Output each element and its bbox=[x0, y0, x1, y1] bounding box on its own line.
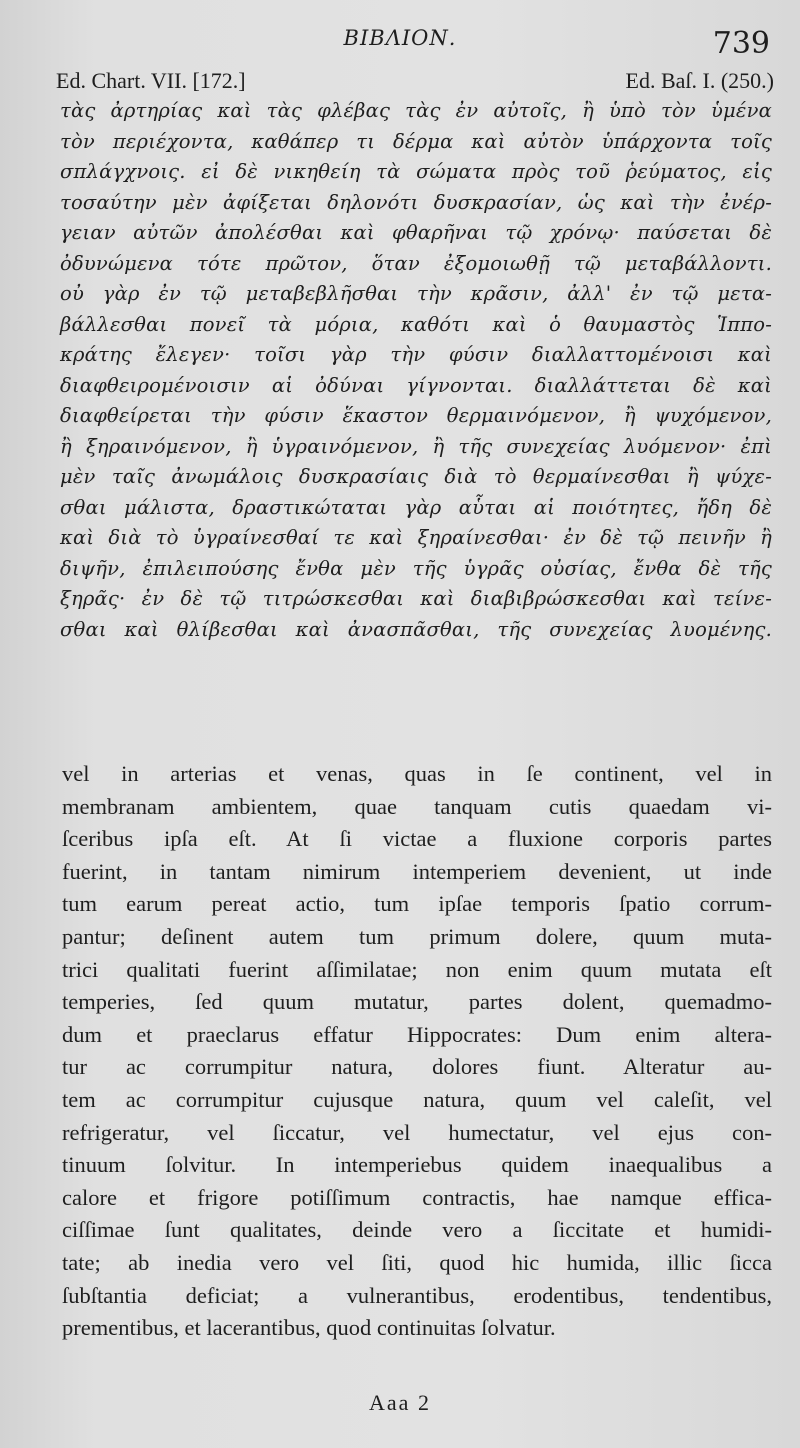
greek-line: γειαν αὐτῶν ἀπολέσθαι καὶ φθαρῆναι τῷ χρόνῳ· παύσεται δὲ bbox=[60, 221, 772, 244]
latin-line: fuerint, in tantam nimirum intemperiem devenient, ut inde bbox=[62, 858, 772, 884]
latin-line: dum et praeclarus effatur Hippocrates: Dum enim altera- bbox=[62, 1021, 772, 1047]
latin-line: membranam ambientem, quae tanquam cutis quaedam vi- bbox=[62, 793, 772, 819]
edition-reference-line bbox=[56, 68, 774, 96]
greek-line: σπλάγχνοις. εἰ δὲ νικηθείη τὰ σώματα πρὸς τοῦ ῥεύματος, εἰς bbox=[60, 160, 772, 183]
latin-line: ſceribus ipſa eſt. At ſi victae a fluxione corporis partes bbox=[62, 826, 772, 852]
running-head: BIBΛΙΟΝ. bbox=[343, 26, 457, 50]
greek-line: διαφθειρομένοισιν αἱ ὀδύναι γίγνονται. διαλλάττεται δὲ καὶ bbox=[60, 373, 772, 397]
edition-chartier-ref: Ed. Chart. VII. [172.] bbox=[56, 68, 246, 93]
latin-line: calore et frigore potiſſimum contractis, hae namque effica- bbox=[62, 1184, 772, 1210]
greek-line: τὰς ἀρτηρίας καὶ τὰς φλέβας τὰς ἐν αὐτοῖς, ἢ ὑπὸ τὸν ὑμένα bbox=[60, 99, 772, 122]
greek-line: διψῆν, ἐπιλειπούσης ἔνθα μὲν τῆς ὑγρᾶς οὐσίας, ἔνθα δὲ τῆς bbox=[60, 556, 772, 580]
latin-line: trici qualitati fuerint aſſimilatae; non enim quum mutata eſt bbox=[62, 956, 772, 982]
latin-line: refrigeratur, vel ſiccatur, vel humectatur, vel ejus con- bbox=[62, 1119, 772, 1145]
greek-line: διαφθείρεται τὴν φύσιν ἕκαστον θερμαινόμενον, ἢ ψυχόμενον, bbox=[60, 404, 772, 427]
latin-line: prementibus, et lacerantibus, quod continuitas ſolvatur. bbox=[62, 1315, 556, 1341]
page-number: 739 bbox=[712, 26, 770, 61]
latin-line: pantur; deſinent autem tum primum dolere, quum muta- bbox=[62, 923, 772, 949]
latin-line: vel in arterias et venas, quas in ſe continent, vel in bbox=[62, 761, 772, 786]
latin-line: tur ac corrumpitur natura, dolores fiunt. Alteratur au- bbox=[62, 1054, 772, 1080]
greek-text-block bbox=[60, 96, 772, 645]
latin-line: tem ac corrumpitur cujusque natura, quum vel caleſit, vel bbox=[62, 1086, 772, 1112]
greek-line: κράτης ἔλεγεν· τοῖσι γὰρ τὴν φύσιν διαλλαττομένοισι καὶ bbox=[60, 343, 772, 366]
greek-line: βάλλεσθαι πονεῖ τὰ μόρια, καθότι καὶ ὁ θαυμαστὸς Ἱππο- bbox=[60, 312, 772, 336]
edition-basel-ref: Ed. Baſ. I. (250.) bbox=[625, 68, 774, 93]
latin-line: tinuum ſolvitur. In intemperiebus quidem inaequalibus a bbox=[62, 1152, 772, 1178]
greek-line: μὲν ταῖς ἀνωμάλοις δυσκρασίαις διὰ τὸ θερμαίνεσθαι ἢ ψύχε- bbox=[60, 465, 772, 488]
latin-line: ciſſimae ſunt qualitates, deinde vero a ſiccitate et humidi- bbox=[62, 1217, 772, 1243]
latin-translation-block bbox=[62, 758, 772, 1345]
greek-line: σθαι καὶ θλίβεσθαι καὶ ἀνασπᾶσθαι, τῆς συνεχείας λυομένης. bbox=[60, 617, 772, 641]
greek-line: τοσαύτην μὲν ἀφίξεται δηλονότι δυσκρασίαν, ὡς καὶ τὴν ἐνέρ- bbox=[60, 190, 772, 214]
greek-line: τὸν περιέχοντα, καθάπερ τι δέρμα καὶ αὐτὸν ὑπάρχοντα τοῖς bbox=[60, 129, 772, 153]
greek-line: οὐ γὰρ ἐν τῷ μεταβεβλῆσθαι τὴν κρᾶσιν, ἀλλ' ἐν τῷ μετα- bbox=[60, 282, 772, 305]
greek-line: ἢ ξηραινόμενον, ἢ ὑγραινόμενον, ἢ τῆς συνεχείας λυόμενον· ἐπὶ bbox=[60, 434, 772, 458]
latin-line: tate; ab inedia vero vel ſiti, quod hic humida, illic ſicca bbox=[62, 1249, 772, 1275]
greek-line: σθαι μάλιστα, δραστικώταται γὰρ αὗται αἱ ποιότητες, ἤδη δὲ bbox=[60, 495, 772, 519]
latin-line: ſubſtantia deficiat; a vulnerantibus, erodentibus, tendentibus, bbox=[62, 1282, 772, 1308]
printer-signature-mark: Aaa 2 bbox=[369, 1390, 431, 1415]
greek-line: καὶ διὰ τὸ ὑγραίνεσθαί τε καὶ ξηραίνεσθαι· ἐν δὲ τῷ πεινῆν ἢ bbox=[60, 526, 772, 549]
latin-line: tum earum pereat actio, tum ipſae temporis ſpatio corrum- bbox=[62, 891, 772, 917]
latin-line: temperies, ſed quum mutatur, partes dolent, quemadmo- bbox=[62, 989, 772, 1015]
greek-line: ξηρᾶς· ἐν δὲ τῷ τιτρώσκεσθαι καὶ διαβιβρώσκεσθαι καὶ τείνε- bbox=[60, 587, 772, 610]
greek-line: ὀδυνώμενα τότε πρῶτον, ὅταν ἐξομοιωθῇ τῷ μεταβάλλοντι. bbox=[60, 251, 772, 275]
